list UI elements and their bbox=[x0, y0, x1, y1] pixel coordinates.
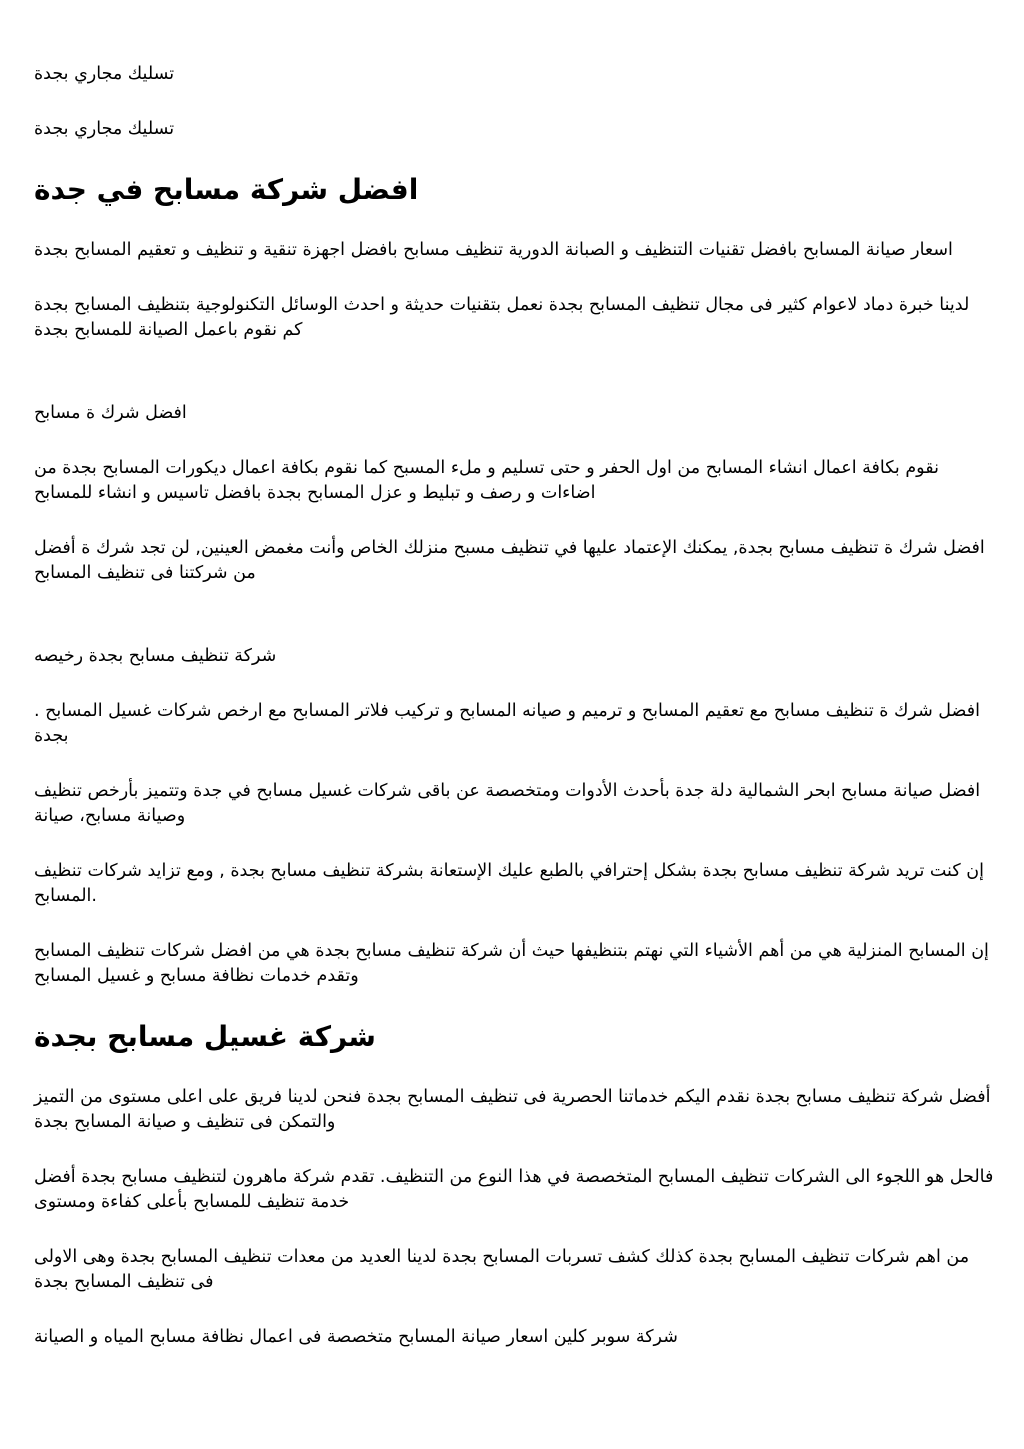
subheading-1: افضل شرك ة مسابح bbox=[34, 403, 187, 423]
paragraph-6: افضل صيانة مسابح ابحر الشمالية دلة جدة بأحدث الأدوات ومتخصصة عن باقى شركات غسيل مسابح في جدة وتتميز بأرخص تنظيف وصيانة مسابح، صيانة bbox=[34, 781, 981, 826]
paragraph-3: نقوم بكافة اعمال انشاء المسابح من اول الحفر و حتى تسليم و ملء المسبح كما نقوم بكافة اعمال ديكورات المسابح بجدة من اضاءات و رصف و تبليط و عزل المسابح بجدة بافضل تاسيس و انشاء للمسابح bbox=[34, 458, 939, 503]
paragraph-11: من اهم شركات تنظيف المسابح بجدة كذلك كشف تسربات المسابح بجدة لدينا العديد من معدات تنظيف المسابح بجدة وهى الاولى فى تنظيف المسابح بجدة bbox=[34, 1247, 970, 1292]
paragraph-12: شركة سوبر كلين اسعار صيانة المسابح متخصصة فى اعمال نظافة مسابح المياه و الصيانة bbox=[34, 1327, 678, 1347]
paragraph-2: لدينا خبرة دماد لاعوام كثير فى مجال تنظيف المسابح بجدة نعمل بتقنيات حديثة و احدث الوسائل التكنولوجية بتنظيف المسابح بجدة كم نقوم باعمل الصيانة للمسابح بجدة bbox=[34, 295, 970, 340]
breadcrumb-line-2: تسليك مجاري بجدة bbox=[34, 119, 175, 139]
paragraph-4: افضل شرك ة تنظيف مسابح بجدة, يمكنك الإعتماد عليها في تنظيف مسبح منزلك الخاص وأنت مغمض العينين, لن تجد شرك ة أفضل من شركتنا فى تنظيف المسابح bbox=[34, 538, 985, 583]
document-body bbox=[34, 62, 994, 1350]
paragraph-5: . افضل شرك ة تنظيف مسابح مع تعقيم المسابح و ترميم و صيانه المسابح و تركيب فلاتر المسابح مع ارخص شركات غسيل المسابح بجدة bbox=[34, 701, 980, 746]
paragraph-7: إن كنت تريد شركة تنظيف مسابح بجدة بشكل إحترافي بالطبع عليك الإستعانة بشركة تنظيف مسابح بجدة , ومع تزايد شركات تنظيف المسابح. bbox=[34, 861, 984, 906]
subheading-2: شركة تنظيف مسابح بجدة رخيصه bbox=[34, 646, 277, 666]
paragraph-10: فالحل هو اللجوء الى الشركات تنظيف المسابح المتخصصة في هذا النوع من التنظيف. تقدم شركة ماهرون لتنظيف مسابح بجدة أفضل خدمة تنظيف للمسابح بأعلى كفاءة ومستوى bbox=[34, 1167, 994, 1212]
breadcrumb-line-1: تسليك مجاري بجدة bbox=[34, 64, 175, 84]
paragraph-8: إن المسابح المنزلية هي من أهم الأشياء التي نهتم بتنظيفها حيث أن شركة تنظيف مسابح بجدة هي من افضل شركات تنظيف المسابح وتقدم خدمات نظافة مسابح و غسيل المسابح bbox=[34, 941, 989, 986]
main-heading: افضل شركة مسابح في جدة bbox=[34, 173, 419, 206]
paragraph-1: اسعار صيانة المسابح بافضل تقنيات التنظيف و الصبانة الدورية تنظيف مسابح بافضل اجهزة تنقية و تنظيف و تعقيم المسابح بجدة bbox=[34, 240, 953, 260]
paragraph-9: أفضل شركة تنظيف مسابح بجدة نقدم اليكم خدماتنا الحصرية فى تنظيف المسابح بجدة فنحن لدينا فريق على اعلى مستوى من التميز والتمكن فى تنظيف و صيانة المسابح بجدة bbox=[34, 1087, 991, 1132]
section-heading: شركة غسيل مسابح بجدة bbox=[34, 1020, 376, 1053]
